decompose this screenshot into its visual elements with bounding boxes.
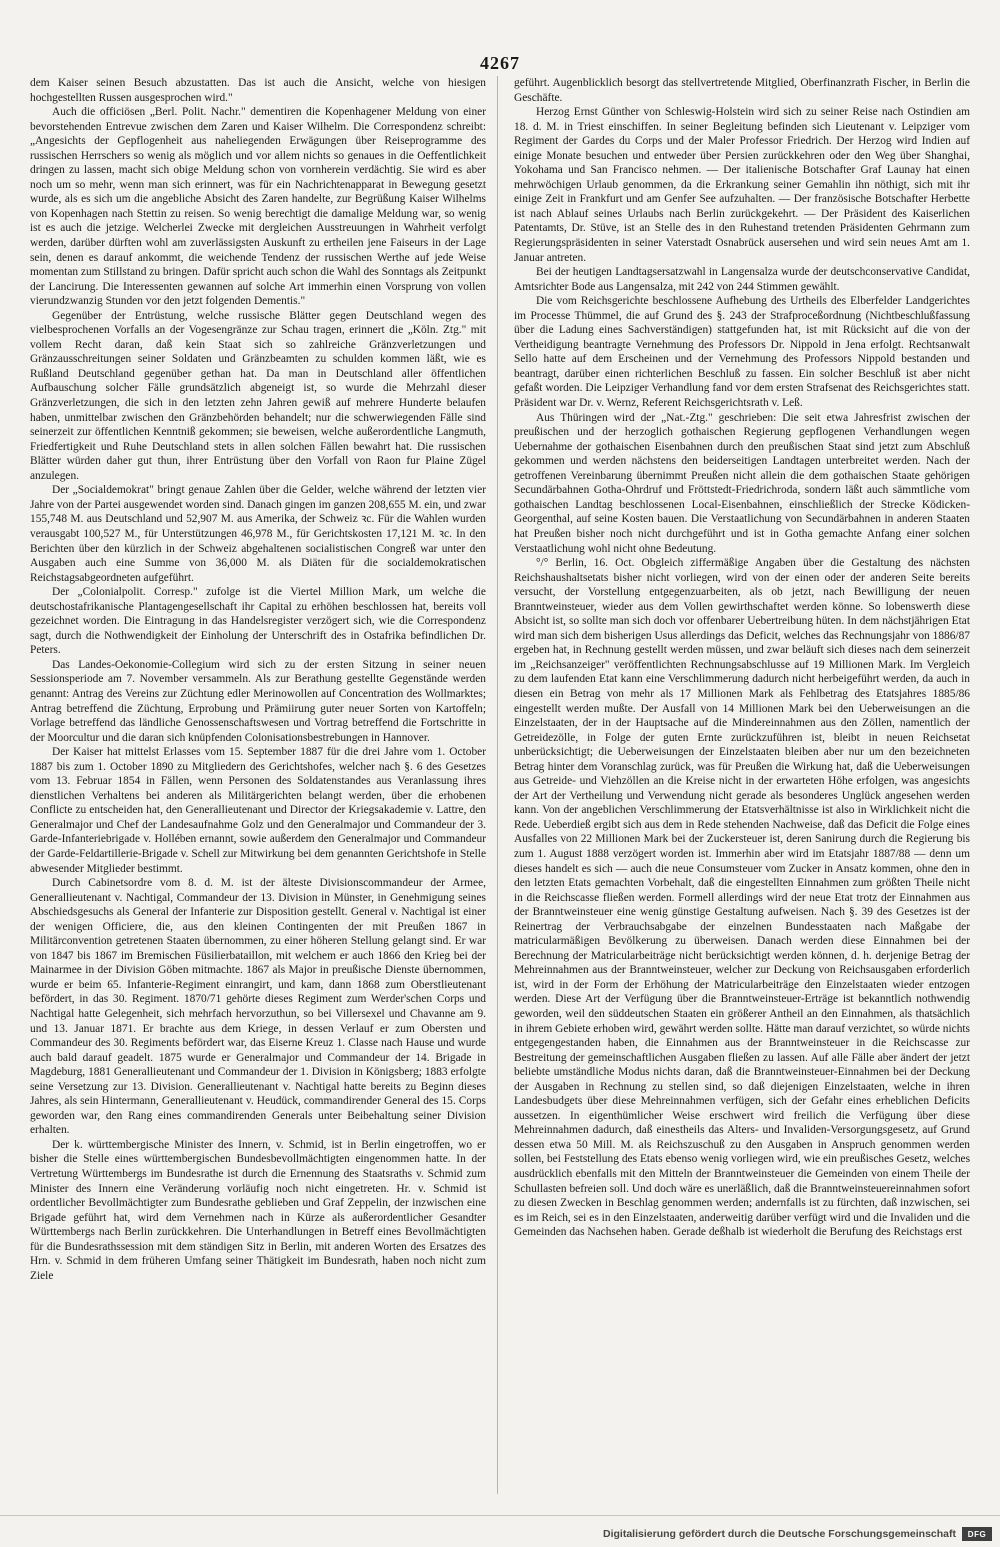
article-paragraph: Der „Socialdemokrat" bringt genaue Zahlen über die Gelder, welche während der letzten vier Jahre von der Partei ausgewendet worden sind. Danach gingen im ganzen 208,655 M. ein, und zwar 155,748 M. aus Deutschland und 52,907 M. aus Amerika, der Schweiz ꝛc. Für die Wahlen wurden verausgabt 100,527 M., für Unterstützungen 46,978 M., für Gerichtskosten 17,121 M. ꝛc. In den Berichten über den kürzlich in der Schweiz abgehaltenen socialistischen Congreß war unter den Ausgaben auch eine Summe von 36,000 M. als Diäten für die socialdemokratischen Reichstagsabgeordneten aufgeführt. [30,484,486,584]
article-paragraph: Der „Colonialpolit. Corresp." zufolge ist die Viertel Million Mark, um welche die deutschostafrikanische Plantagengesellschaft ihr Capital zu erhöhen beschlossen hat, bereits voll gezeichnet worden. Die Eintragung in das Handelsregister verzögert sich, wie die Correspondenz sagt, durch die Nothwendigkeit der Einholung der Unterschrift des in Ostafrika befindlichen Dr. Peters. [30,586,486,657]
page-number: 4267 [480,53,520,73]
article-paragraph: Aus Thüringen wird der „Nat.-Ztg." geschrieben: Die seit etwa Jahresfrist zwischen der preußischen und der herzoglich gothaischen Regierung gepflogenen Verhandlungen wegen Uebernahme der gothaischen Eisenbahnen durch den preußischen Staat sind jetzt zum Abschluß gekommen und werden nächstens den beiderseitigen Landtagen unterbreitet werden. Nach der getroffenen Vereinbarung übernimmt Preußen nicht allein die dem gothaischen Staate gehörigen Secundärbahnen Gotha-Ohrdruf und Fröttstedt-Friedrichroda, sondern läßt auch sämmtliche vom gothaischen Landtag beschlossenen Local-Eisenbahnen, einschließlich der Strecke Ködicken-Georgenthal, auf seine Kosten bauen. Die Verstaatlichung von Secundärbahnen in anderen Staaten hat Preußen bisher noch nicht durchgeführt und ist in Gotha gemachte Anfang einer solchen Verstaatlichung wohl nicht ohne Bedeutung. [514,411,970,555]
footer [603,1526,992,1542]
dfg-logo-icon: DFG [962,1527,992,1541]
footer-divider [0,1515,1000,1516]
article-paragraph: Durch Cabinetsordre vom 8. d. M. ist der älteste Divisionscommandeur der Armee, Generallieutenant v. Nachtigal, Commandeur der 13. Division in Münster, in Genehmigung seines Abschiedsgesuchs als General der Infanterie zur Disposition gestellt. General v. Nachtigal ist einer der wenigen Officiere, die, aus den kleinen Contingenten der mit Preußen 1867 in Militärconvention getretenen Staaten übernommen, zu einer höheren Stellung gelangt sind. Er war von 1847 bis 1867 im Bremischen Füsilierbataillon, mit welchem er auch 1866 den Krieg bei der Mainarmee in der Division Göben mitmachte. 1867 als Major in preußische Dienste übernommen, wurde er beim 65. Infanterie-Regiment einrangirt, und kam, dann 1868 zum Oberstlieutenant befördert, in das 30. Regiment. 1870/71 gehörte dieses Regiment zum Werder'schen Corps und Nachtigal hatte Gelegenheit, sich mehrfach hervorzuthun, so bei Villersexel und Chavanne am 9. und 13. Januar 1871. Er brachte aus dem Kriege, in dessen Verlauf er zum Obersten und Commandeur des 30. Regiments befördert war, das Eiserne Kreuz 1. Classe nach Hause und wurde auch bald darauf geadelt. 1875 wurde er Generalmajor und Commandeur der 14. Brigade in Magdeburg, 1881 Generallieutenant und Commandeur der 1. Division in Königsberg; 1883 erfolgte seine Versetzung zur 13. Division. Generallieutenant v. Nachtigal hatte bereits zu Beginn dieses Jahres, als sein Hintermann, Generallieutenant v. Heudück, commandirender General des 15. Corps geworden war, den Rang eines commandirenden Generals unter Beibehaltung seiner Division erhalten. [30,877,486,1137]
article-paragraph: Der Kaiser hat mittelst Erlasses vom 15. September 1887 für die drei Jahre vom 1. October 1887 bis zum 1. October 1890 zu Mitgliedern des Gerichtshofes, welcher nach §. 6 des Gesetzes vom 13. Februar 1854 in Fällen, wenn Personen des Soldatenstandes aus Veranlassung ihres dienstlichen Verhaltens bei anderen als Militärgerichten belangt werden, über die erhobenen Conflicte zu entscheiden hat, den Generallieutenant und Director der Kriegsakademie v. Lattre, den Generalmajor und Chef der Landesaufnahme Golz und den Generalmajor und Commandeur der 3. Garde-Infanteriebrigade v. Hollében ernannt, sowie außerdem den Generalmajor und Commandeur der Garde-Feldartillerie-Brigade v. Schell zur Mitwirkung bei dem genannten Gerichtshofe in Stelle abwesender Mitglieder bestimmt. [30,746,486,875]
article-paragraph: Bei der heutigen Landtagsersatzwahl in Langensalza wurde der deutschconservative Candidat, Amtsrichter Bode aus Langensalza, mit 242 von 244 Stimmen gewählt. [514,266,970,293]
article-paragraph: geführt. Augenblicklich besorgt das stellvertretende Mitglied, Oberfinanzrath Fischer, in Berlin die Geschäfte. [514,77,970,104]
column-divider [497,76,498,1494]
article-paragraph: Die vom Reichsgerichte beschlossene Aufhebung des Urtheils des Elberfelder Landgerichtes im Processe Thümmel, die auf Grund des §. 243 der Strafproceßordnung (Nichtbeschlußfassung über die Ladung eines Sachverständigen) stattgefunden hat, ist mit Rücksicht auf die von der Vertheidigung beantragte Vernehmung des Professors Dr. Nippold in Jena erfolgt. Rechtsanwalt Sello hatte auf dem Erscheinen und der Vernehmung des Professors Nippold bestanden und beantragt, darüber einen richterlichen Beschluß zu fassen. Ein solcher Beschluß ist aber nicht gefaßt worden. Die Leipziger Verhandlung fand vor dem ersten Strafsenat des Reichsgerichtes statt. Präsident war Dr. v. Wernz, Referent Reichsgerichtsrath v. Leß. [514,295,970,410]
article-paragraph: Gegenüber der Entrüstung, welche russische Blätter gegen Deutschland wegen des vielbesprochenen Vorfalls an der Vogesengränze zur Schau tragen, erinnert die „Köln. Ztg." mit vollem Recht daran, daß kein Staat sich so zahlreiche Gränzverletzungen und Gränzausschreitungen seiner Soldaten und Gränzbeamten zu schulden kommen läßt, wie es Rußland Deutschland gegenüber gethan hat. Da man in Deutschland aller öffentlichen Aufbauschung solcher Fälle grundsätzlich abgeneigt ist, so wurde die Mehrzahl dieser Gränzverletzungen, die sich in den letzten zehn Jahren gewiß auf mehrere Hunderte belaufen haben, unmittelbar zwischen den Gränzbehörden behandelt; nur die schwerwiegenden Fälle sind seinerzeit zur öffentlichen Kenntniß gekommen; sie beweisen, welche außerordentliche Langmuth, Friedfertigkeit und Ruhe Deutschland stets in allen solchen Fällen bewahrt hat. Die russischen Blätter würden daher gut thun, ihrer Entrüstung über den Vorfall von Raon fur Plaine Zügel anzulegen. [30,309,486,482]
right-column [514,76,970,1494]
article-paragraph: Auch die officiösen „Berl. Polit. Nachr." dementiren die Kopenhagener Meldung von einer bevorstehenden Entrevue zwischen dem Zaren und Kaiser Wilhelm. Die Correspondenz schreibt: „Angesichts der Gepflogenheit aus naheliegenden Erwägungen über Reiseprogramme des russischen Herrschers so wenig als möglich und vor allem nichts so genaues in die Oeffentlichkeit dringen zu lassen, macht sich obige Meldung schon von vornherein verdächtig. Sie wird es aber noch um so mehr, wenn man sich erinnert, was für ein Nachrichtenapparat in Bewegung gesetzt wurde, als es sich um die angebliche Absicht des Zaren handelte, zur Begrüßung Kaiser Wilhelms von Kopenhagen nach Stettin zu reisen. So wenig berechtigt die damalige Meldung war, so wenig ist es auch die jetzige. Welcherlei Zwecke mit dergleichen Ausstreuungen in Wahrheit verfolgt werden, darüber dürften wohl am zuverlässigsten Auskunft zu ertheilen jene Faiseurs in der Lage sein, denen es darauf ankommt, die weichende Tendenz der russischen Werthe auf jede Weise momentan zum Stillstand zu bringen. Dafür spricht auch schon die Wahl des Sonntags als Zeitpunkt der Lancirung. Die Interessenten gewannen auf solche Art immerhin einen Vorsprung von vollen vierundzwanzig Stunden vor den jetzt folgenden Dementis." [30,106,486,308]
left-column [30,76,486,1494]
article-paragraph: °/° Berlin, 16. Oct. Obgleich ziffermäßige Angaben über die Gestaltung des nächsten Reichshaushaltsetats bisher nicht vorliegen, wird von der einen oder der anderen Seite bereits versucht, der Vorstellung entgegenzuarbeiten, als ob jetzt, nach Bewilligung der neuen Branntweinsteuer, wieder aus dem Vollen gewirthschaftet werden könne. So lobenswerth diese Absicht ist, so sollte man sich doch vor offenbarer Uebertreibung hüten. In dem nächstjährigen Etat wird man sich dem bisherigen Usus allerdings das Deficit, welches das Rechnungsjahr von 1886/87 ergeben hat, in Rechnung gestellt werden müssen, und zwar beläuft sich dieses nach dem seinerzeit im „Reichsanzeiger" veröffentlichten Rechnungsabschlusse auf 19 Millionen Mark. Im Vergleich zu dem laufenden Etat kann eine Verschlimmerung dadurch nicht herbeigeführt werden, da auch in diesen ein Betrag von mehr als 17 Millionen Mark als Fehlbetrag des Etatsjahres 1885/86 eingestellt werden mußte. Der Ausfall von 14 Millionen Mark bei den Ueberweisungen an die Einzelstaaten, der in der Hauptsache auf die Mindereinnahmen aus den Zöllen, namentlich der Getreidezölle, in Folge der guten Ernte zurückzuführen ist, bleibt in neuen Reichsetat unberücksichtigt; die Ueberweisungen der Einzelstaaten bleiben aber nur um den bezeichneten Betrag hinter dem Voranschlag zurück, was für Preußen die Wirkung hat, daß die Ueberweisungen aus Getreide- und Viehzöllen an die Kreise nicht in der erwarteten Höhe erfolgen, was angesichts der Art der Vertheilung und Verwendung nicht gerade als besonderes Unglück angesehen werden kann. Von der angeblichen Verschlimmerung der Etatsverhältnisse ist also in Wirklichkeit nicht die Rede. Ueberdieß ergibt sich aus dem in Rede stehenden Nachweise, daß das Deficit die Folge eines Ausfalles von 22 Millionen Mark bei der Zuckersteuer ist, deren Sanirung durch die Regierung bis zum 1. August 1888 verzögert worden ist. Immerhin aber wird im Etatsjahr 1887/88 — denn um dieses handelt es sich — auch die neue Consumsteuer vom Zucker in Ansatz kommen, ohne den in den letzten Etats gemachten Vorbehalt, daß die eingestellten Einnahmen zum größten Theile nicht in die Reichscasse fließen werden. Formell allerdings wird der neue Etat trotz der Einnahmen aus der Branntweinsteuer eine wenig günstige Gestaltung aufweisen. Nach §. 39 des Gesetzes ist der Reinertrag der Verbrauchsabgabe der einzelnen Bundesstaaten nach Maßgabe der matricularmäßigen Bevölkerung zu überweisen. Danach werden diese Einnahmen bei der Berechnung der Matricularbeiträge nicht berücksichtigt werden können, d. h. derjenige Betrag der Mehreinnahmen aus der Branntweinsteuer, welcher zur Deckung von Reichsausgaben erforderlich ist, wird in der Form der Erhöhung der Matricularbeiträge den Einzelstaaten wieder entzogen werden. Diese Art der Verfügung über die Branntweinsteuer-Erträge ist bekanntlich nothwendig geworden, weil den süddeutschen Staaten ein größerer Antheil an den Einnahmen, als thatsächlich in ihrem Gebiete erhoben wird, gewährt werden sollte. Hätte man darauf verzichtet, so würde nichts entgegengestanden haben, die Einnahmen aus der Branntweinsteuer in die Reichscasse zur Bestreitung der gemeinschaftlichen Ausgaben fließen zu lassen. Auf alle Fälle aber ändert der jetzt beliebte umständliche Modus nichts daran, daß die Branntweinsteuer-Einnahmen bei der Deckung der Ausgaben in Rechnung zu stellen sind, so daß diejenigen Einzelstaaten, welche in ihren Landesbudgets über diese Mehreinnahmen verfügen, sich der Gefahr eines erheblichen Deficits aussetzen. In eigenthümlicher Weise erschwert wird freilich die Verfügung über diese Mehreinnahmen dadurch, daß einestheils das Alters- und Invaliden-Versorgungsgesetz, auf Grund dessen etwa 50 Mill. M. als Reichszuschuß zu den Ausgaben in Anspruch genommen werden sollen, bei Feststellung des Etats ebenso wenig vorliegen wird, wie ein preußisches Gesetz, welches ausdrücklich ebenfalls mit den Mitteln der Branntweinsteuer die Gemeinden von einem Theile der Schullasten befreien soll. Und doch wäre es unerläßlich, daß die Branntweinsteuereinnahmen sofort zu diesen Zwecken in Beschlag genommen werden; andernfalls ist zu fürchten, daß inzwischen, sei es im Reich, sei es in den Einzelstaaten, anderweitig darüber verfügt wird und die Invaliden und die Gemeinden das Nachsehen haben. Gerade deßhalb ist wiederholt die Berufung des Reichstags erst [514,557,970,1239]
footer-credit: Digitalisierung gefördert durch die Deutsche Forschungsgemeinschaft [603,1528,956,1540]
article-paragraph: dem Kaiser seinen Besuch abzustatten. Das ist auch die Ansicht, welche von hiesigen hochgestellten Russen ausgesprochen wird." [30,77,486,104]
article-paragraph: Der k. württembergische Minister des Innern, v. Schmid, ist in Berlin eingetroffen, wo er bisher die Stelle eines württembergischen Bundesbevollmächtigten eingenommen hatte. In der Vertretung Württembergs im Bundesrathe ist durch die Ernennung des Staatsraths v. Schmid zum Minister des Innern eine Veränderung vorläufig noch nicht eingetreten. Hr. v. Schmid ist ordentlicher Bevollmächtigter zum Bundesrathe geblieben und Graf Zeppelin, der inzwischen eine Brigade geführt hat, wird dem Vernehmen nach in Kürze als außerordentlicher Gesandter Württembergs nach Berlin zurückkehren. Die Unterhandlungen in Betreff eines Bevollmächtigten für die Bundesrathssession mit dem ständigen Sitz in Berlin, mit anderen Worten des Ersatzes des Hrn. v. Schmid in dem früheren Umfang seiner Thätigkeit im Bundesrath, haben noch nicht zum Ziele [30,1138,486,1282]
article-paragraph: Das Landes-Oekonomie-Collegium wird sich zu der ersten Sitzung in seiner neuen Sessionsperiode am 7. November versammeln. Als zur Berathung gestellte Gegenstände werden genannt: Antrag des Vereins zur Züchtung edler Merinowollen auf Concentration des Wollmarktes; Antrag betreffend die Züchtung, Erprobung und Prämiirung guter neuer Sorten von Kartoffeln; Vorlage betreffend das ländliche Genossenschaftswesen und Vortrag betreffend die Fortschritte in der Moorcultur und die daran sich knüpfenden Colonisationsbestrebungen in Hannover. [30,658,486,744]
article-paragraph: Herzog Ernst Günther von Schleswig-Holstein wird sich zu seiner Reise nach Ostindien am 18. d. M. in Triest einschiffen. In seiner Begleitung befinden sich Lieutenant v. Leipziger vom Regiment der Gardes du Corps und der Maler Professor Friedrich. Der Herzog wird Indien auf einige Monate besuchen und entweder über Persien zurückkehren oder den Weg über Shanghai, Yokohama und San Francisco nehmen. — Der italienische Botschafter Graf Launay hat einen mehrwöchigen Urlaub genommen, da die Erkrankung seiner Gemahlin ihn nöthigt, sich mit ihr einige Zeit in Frankfurt und am Genfer See aufzuhalten. — Der französische Botschafter Herbette ist nach Ablauf seines Urlaubs nach Berlin zurückgekehrt. — Der Präsident des Kaiserlichen Patentamts, Dr. Stüve, ist an Stelle des in den Ruhestand tretenden Präsidenten Gehrmann zum Regierungspräsidenten in seiner Vaterstadt Osnabrück ausersehen und wird sein neues Amt am 1. Januar antreten. [514,106,970,264]
